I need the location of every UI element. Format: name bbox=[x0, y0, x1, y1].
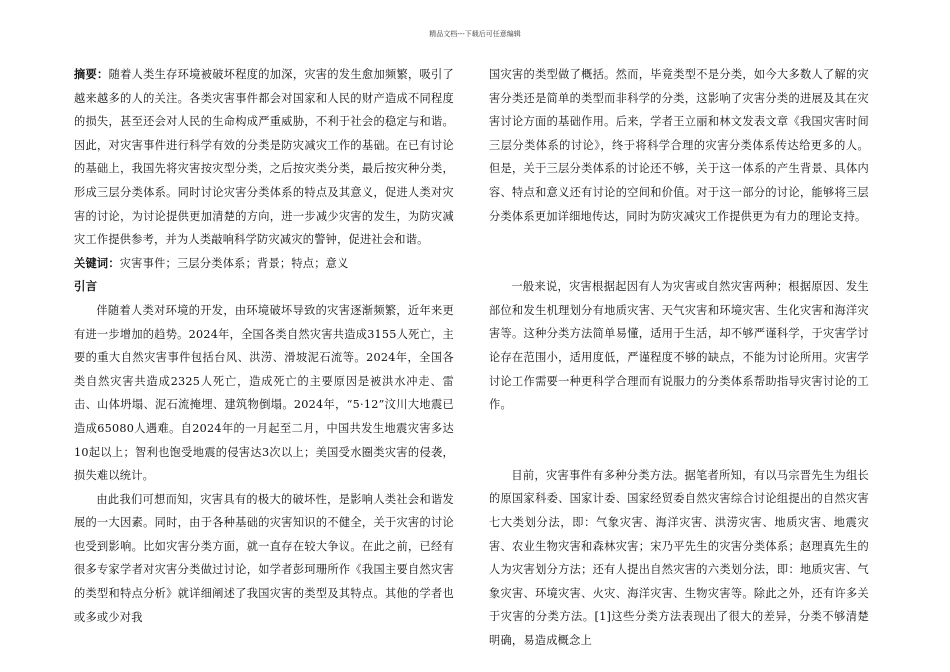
paragraph-gap bbox=[489, 417, 869, 464]
right-column bbox=[489, 63, 869, 652]
keywords-label: 关键词： bbox=[74, 256, 120, 270]
page-header: 精品文档---下载后可任意编辑 bbox=[429, 30, 521, 38]
paragraph-gap bbox=[489, 228, 869, 275]
keywords-text: 灾害事件；三层分类体系；背景；特点；意义 bbox=[119, 256, 349, 270]
abstract-label: 摘要： bbox=[74, 68, 109, 81]
abstract-text: 随着人类生存环境被破坏程度的加深，灾害的发生愈加频繁，吸引了越来越多的人的关注。各类灾害事件都会对国家和人民的财产造成不同程度的损失，甚至还会对人民的生命构成严重威胁，不利于社会的稳定与和谐。因此，对灾害事件进行科学有效的分类是防灾减灾工作的基础。在已有讨论的基础上，我国先将灾害按灾型分类，之后按灾类分类，最后按灾种分类，形成三层分类体系。同时讨论灾害分类体系的特点及其意义，促进人类对灾害的讨论，为讨论提供更加清楚的方向，进一步减少灾害的发生，为防灾减灾工作提供参考，并为人类敲响科学防灾减灾的警钟，促进社会和谐。 bbox=[74, 68, 454, 247]
intro-paragraph-2: 由此我们可想而知，灾害具有的极大的破坏性，是影响人类社会和谐发展的一大因素。同时，由于各种基础的灾害知识的不健全，关于灾害的讨论也受到影响。比如灾害分类方面，就一直存在较大争议。在此之前，已经有很多专家学者对灾害分类做过讨论，如学者彭珂珊所作《我国主要自然灾害的类型和特点分析》就详细阐述了我国灾害的类型及其特点。其他的学者也或多或少对我 bbox=[74, 492, 454, 624]
abstract-paragraph bbox=[74, 63, 454, 252]
right-paragraph-2: 一般来说，灾害根据起因有人为灾害或自然灾害两种；根据原因、发生部位和发生机理划分有地质灾害、天气灾害和环境灾害、生化灾害和海洋灾害等。这种分类方法简单易懂，适用于生活，却不够严谨科学，于灾害学讨论存在范围小，适用度低，严谨程度不够的缺点，不能为讨论所用。灾害学讨论工作需要一种更科学合理而有说服力的分类体系帮助指导灾害讨论的工作。 bbox=[489, 280, 869, 412]
right-paragraph-1: 国灾害的类型做了概括。然而，毕竟类型不是分类，如今大多数人了解的灾害分类还是简单的类型而非科学的分类，这影响了灾害分类的进展及其在灾害讨论方面的基础作用。后来，学者王立丽和林文发表文章《我国灾害时间三层分类体系的讨论》，终于将科学合理的灾害分类体系传达给更多的人。但是，关于三层分类体系的讨论还不够，关于这一体系的产生背景、具体内容、特点和意义还有讨论的空间和价值。对于这一部分的讨论，能够将三层分类体系更加详细地传达，同时为防灾减灾工作提供更为有力的理论支持。 bbox=[489, 68, 869, 223]
keywords-paragraph bbox=[74, 252, 454, 276]
right-paragraph-3: 目前，灾害事件有多种分类方法。据笔者所知，有以马宗晋先生为组长的原国家科委、国家计委、国家经贸委自然灾害综合讨论组提出的自然灾害七大类划分法，即：气象灾害、海洋灾害、洪涝灾害、地质灾害、地震灾害、农业生物灾害和森林灾害；宋乃平先生的灾害分类体系；赵理真先生的人为灾害划分方法；还有人提出自然灾害的六类划分法，即：地质灾害、气象灾害、环境灾害、火灾、海洋灾害、生物灾害等。除此之外，还有许多关于灾害的分类方法。[1]这些分类方法表现出了很大的差异，分类不够清楚明确，易造成概念上 bbox=[489, 468, 869, 647]
left-column bbox=[74, 63, 454, 629]
intro-heading: 引言 bbox=[74, 279, 98, 294]
intro-paragraph-1: 伴随着人类对环境的开发，由环境破坏导致的灾害逐渐频繁，近年来更有进一步增加的趋势。2024年，全国各类自然灾害共造成3155人死亡，主要的重大自然灾害事件包括台风、洪涝、滑坡泥石流等。2024年，全国各类自然灾害共造成2325人死亡，造成死亡的主要原因是被洪水冲走、雷击、山体坍塌、泥石流掩埋、建筑物倒塌。2024年，“5·12”汶川大地震已造成65080人遇难。自2024年的一月起至二月，中国共发生地震灾害多达10起以上；智利也饱受地震的侵害达3次以上；美国受水圈类灾害的侵袭，损失难以统计。 bbox=[74, 303, 454, 483]
